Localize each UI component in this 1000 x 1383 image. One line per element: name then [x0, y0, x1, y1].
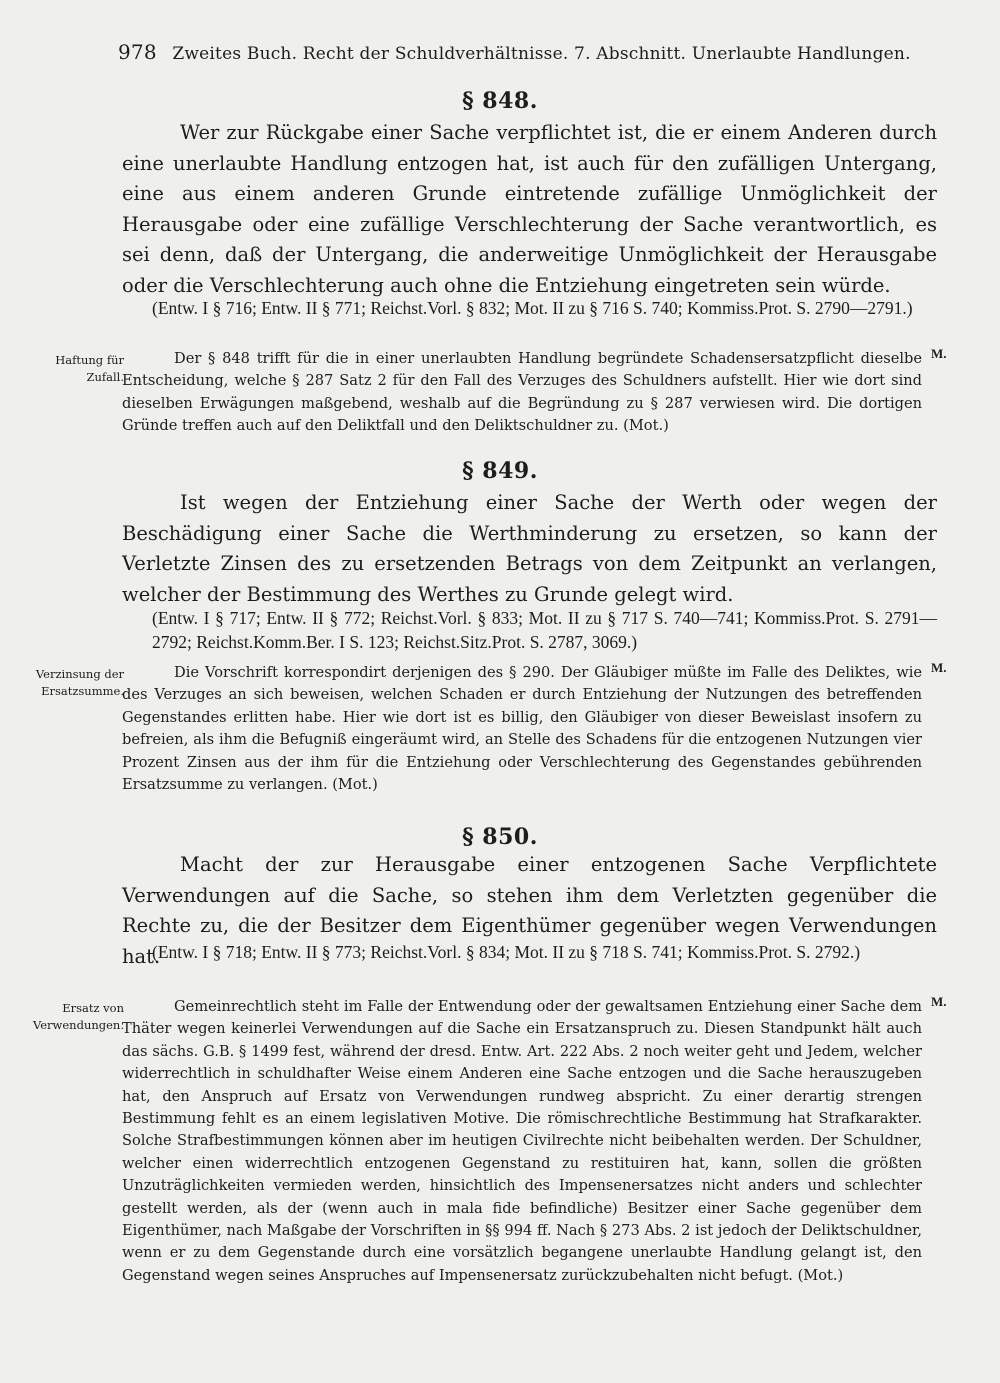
motive-mark-848: M. [931, 346, 947, 361]
references-850 [122, 940, 937, 964]
commentary-848 [122, 348, 922, 438]
law-paragraph: Wer zur Rückgabe einer Sache verpflichtet ist, die er einem Anderen durch eine unerlaubte Handlung entzogen hat, ist auch für den zufälligen Untergang, eine aus einem anderen Grunde eintretende zufällige Unmöglichkeit der Herausgabe oder eine zufällige Verschlechterung der Sache verantwortlich, es sei denn, daß der Untergang, die anderweitige Unmöglichkeit der Herausgabe oder die Verschlechterung auch ohne die Entziehung eingetreten sein würde. [122, 121, 937, 297]
commentary-paragraph: Die Vorschrift korrespondirt derjenigen des § 290. Der Gläubiger müßte im Falle des Deliktes, wie des Verzuges an sich beweisen, welchen Schaden er durch Entziehung der Nutzungen des betreffenden Gegenstandes erlitten habe. Hier wie dort ist es billig, den Gläubiger von dieser Beweislast insofern zu befreien, als ihm die Befugniß eingeräumt wird, an Stelle des Schadens für die entzogenen Nutzungen vier Prozent Zinsen aus der ihm für die Entziehung oder Verschlechterung des Gegenstandes gebührenden Ersatzsumme zu verlangen. (Mot.) [122, 664, 922, 794]
references-849 [122, 606, 937, 654]
section-heading-848: § 848. [462, 88, 538, 114]
commentary-850 [122, 996, 922, 1287]
section-heading-850: § 850. [462, 824, 538, 850]
law-text-849 [122, 488, 937, 610]
commentary-849 [122, 662, 922, 796]
motive-mark-849: M. [931, 660, 947, 675]
reference-text: (Entw. I § 716; Entw. II § 771; Reichst.Vorl. § 832; Mot. II zu § 716 S. 740; Kommiss.Prot. S. 2790—2791.) [152, 298, 913, 318]
margin-note-849: Verzinsung der Ersatzsumme. [35, 667, 124, 698]
reference-text: (Entw. I § 718; Entw. II § 773; Reichst.Vorl. § 834; Mot. II zu § 718 S. 741; Kommiss.Prot. S. 2792.) [152, 942, 861, 962]
law-paragraph: Macht der zur Herausgabe einer entzogenen Sache Verpflichtete Verwendungen auf die Sache, so stehen ihm dem Verletzten gegenüber die Rechte zu, die der Besitzer dem Eigenthümer gegenüber wegen Verwendungen hat. [122, 853, 937, 968]
margin-note-848: Haftung für Zufall. [55, 353, 124, 384]
reference-text: (Entw. I § 717; Entw. II § 772; Reichst.Vorl. § 833; Mot. II zu § 717 S. 740—741; Kommiss.Prot. S. 2791—2792; Reichst.Komm.Ber. I S. 123; Reichst.Sitz.Prot. S. 2787, 3069.) [152, 608, 937, 652]
commentary-paragraph: Gemeinrechtlich steht im Falle der Entwendung oder der gewaltsamen Entziehung einer Sache dem Thäter wegen keinerlei Verwendungen auf die Sache ein Ersatzanspruch zu. Diesen Standpunkt hält auch das sächs. G.B. § 1499 fest, während der dresd. Entw. Art. 222 Abs. 2 noch weiter geht und Jedem, welcher widerrechtlich in schuldhafter Weise einem Anderen eine Sache entzogen und die Sache herauszugeben hat, den Anspruch auf Ersatz von Verwendungen rundweg abspricht. Zu einer derartig strengen Bestimmung fehlt es an einem legislativen Motive. Die römischrechtliche Bestimmung hat Strafkarakter. Solche Strafbestimmungen können aber im heutigen Civilrechte nicht beibehalten werden. Der Schuldner, welcher einen widerrechtlich entzogenen Gegenstand zu restituiren hat, kann, sollen die größten Unzuträglichkeiten vermieden werden, hinsichtlich des Impensenersatzes nicht anders und schlechter gestellt werden, als der (wenn auch in mala fide befindliche) Besitzer einer Sache gegenüber dem Eigenthümer, nach Maßgabe der Vorschriften in §§ 994 ff. Nach § 273 Abs. 2 ist jedoch der Deliktschuldner, wenn er zu dem Gegenstande durch eine vorsätzlich begangene unerlaubte Handlung gelangt ist, den Gegenstand wegen seines Anspruches auf Impensenersatz zurückzubehalten nicht befugt. (Mot.) [122, 998, 922, 1284]
page-number: 978 [118, 40, 157, 64]
law-text-848 [122, 118, 937, 301]
motive-mark-850: M. [931, 994, 947, 1009]
running-title: Zweites Buch. Recht der Schuldverhältnisse. 7. Abschnitt. Unerlaubte Handlungen. [172, 44, 911, 64]
margin-note-850: Ersatz von Verwendungen. [32, 1001, 124, 1032]
law-paragraph: Ist wegen der Entziehung einer Sache der Werth oder wegen der Beschädigung einer Sache die Werthminderung zu ersetzen, so kann der Verletzte Zinsen des zu ersetzenden Betrags von dem Zeitpunkt an verlangen, welcher der Bestimmung des Werthes zu Grunde gelegt wird. [122, 491, 937, 606]
running-header [118, 40, 911, 64]
references-848 [122, 296, 937, 320]
commentary-paragraph: Der § 848 trifft für die in einer unerlaubten Handlung begründete Schadensersatzpflicht dieselbe Entscheidung, welche § 287 Satz 2 für den Fall des Verzuges des Schuldners aufstellt. Hier wie dort sind dieselben Erwägungen maßgebend, weshalb auf die Begründung zu § 287 verwiesen wird. Die dortigen Gründe treffen auch auf den Deliktfall und den Deliktschuldner zu. (Mot.) [122, 350, 922, 435]
section-heading-849: § 849. [462, 458, 538, 484]
